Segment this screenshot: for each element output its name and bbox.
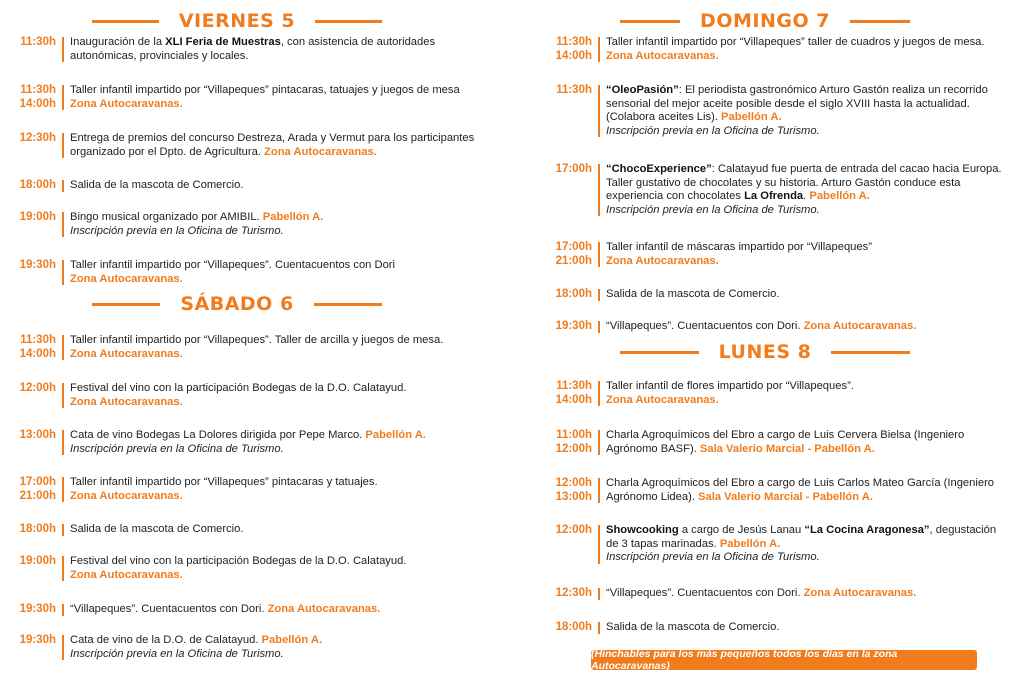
- event-time: 13:00h: [555, 491, 592, 503]
- registration-note: Inscripción previa en la Oficina de Turismo.: [606, 124, 820, 137]
- event-time: 12:00h: [555, 443, 592, 455]
- event-time: 19:00h: [19, 211, 56, 223]
- header-dash: [92, 303, 160, 306]
- event-description: [70, 259, 470, 286]
- event-description: [70, 634, 470, 661]
- description-line: [606, 288, 1006, 302]
- text-segment: Agrónomo Lidea).: [606, 490, 699, 503]
- event-divider: [598, 289, 600, 301]
- location-text: Zona Autocaravanas.: [70, 97, 183, 110]
- description-line: [606, 621, 1006, 635]
- registration-note: Inscripción previa en la Oficina de Turismo.: [70, 442, 284, 455]
- description-line: [70, 569, 470, 583]
- event-time: 14:00h: [555, 50, 592, 62]
- text-segment: Charla Agroquímicos del Ebro a cargo de Luis Cervera Bielsa (Ingeniero: [606, 429, 965, 441]
- location-text: Zona Autocaravanas.: [70, 489, 183, 502]
- description-line: [70, 523, 470, 537]
- event-times: [10, 132, 56, 146]
- event-time: 18:00h: [555, 621, 592, 633]
- event-time: 13:00h: [19, 429, 56, 441]
- event-times: [10, 84, 56, 112]
- event-times: [10, 211, 56, 225]
- event-description: [70, 555, 470, 582]
- location-text: Pabellón A.: [365, 429, 426, 441]
- event-divider: [62, 133, 64, 158]
- event-times: [546, 429, 592, 457]
- event-times: [10, 382, 56, 396]
- text-segment: (Colabora aceites Lis).: [606, 111, 722, 123]
- event-times: [546, 587, 592, 601]
- location-text: Zona Autocaravanas.: [264, 145, 377, 158]
- event-time: 14:00h: [19, 98, 56, 110]
- text-segment: autonómicas, provinciales y locales.: [70, 49, 249, 62]
- event-divider: [598, 622, 600, 634]
- description-line: [606, 524, 1006, 538]
- text-segment: Salida de la mascota de Comercio.: [606, 621, 780, 633]
- event-times: [10, 523, 56, 537]
- event-time: 12:00h: [555, 524, 592, 536]
- description-line: [70, 348, 470, 362]
- header-dash: [831, 351, 910, 354]
- event-time: 11:30h: [20, 84, 56, 96]
- description-line: [70, 443, 470, 457]
- description-line: [606, 84, 1006, 98]
- event-time: 12:00h: [555, 477, 592, 489]
- event-times: [546, 621, 592, 635]
- event-divider: [598, 321, 600, 333]
- description-line: [70, 490, 470, 504]
- text-segment: , degustación: [929, 524, 997, 536]
- event-time: 19:00h: [19, 555, 56, 567]
- description-line: [606, 394, 1006, 408]
- description-line: [606, 190, 1006, 204]
- text-segment: sensorial del mejor aceite posible desde el siglo XVIII hasta la actualidad.: [606, 97, 970, 110]
- text-segment: “Villapeques”. Cuentacuentos con Dori.: [606, 320, 804, 332]
- description-line: [606, 36, 1006, 50]
- highlight-text: “OleoPasión”: [606, 84, 679, 96]
- event-times: [10, 36, 56, 50]
- highlight-text: La Ofrenda: [744, 190, 804, 202]
- description-line: [70, 50, 470, 64]
- text-segment: Salida de la mascota de Comercio.: [70, 179, 244, 191]
- event-description: [70, 179, 470, 193]
- event-description: [70, 476, 470, 503]
- text-segment: Agrónomo BASF).: [606, 442, 700, 455]
- text-segment: Taller infantil de máscaras impartido por “Villapeques”: [606, 241, 872, 253]
- event-divider: [598, 525, 600, 564]
- text-segment: Bingo musical organizado por AMIBIL.: [70, 211, 263, 223]
- location-text: Pabellón A.: [809, 190, 870, 202]
- event-description: [70, 603, 470, 617]
- description-line: [606, 538, 1006, 552]
- event-divider: [62, 85, 64, 110]
- location-text: Zona Autocaravanas.: [606, 254, 719, 267]
- event-times: [10, 476, 56, 504]
- description-line: [606, 241, 1006, 255]
- event-description: [606, 241, 1006, 268]
- day-title-domingo: DOMINGO 7: [700, 10, 830, 32]
- event-time: 19:30h: [19, 259, 56, 271]
- location-text: Zona Autocaravanas.: [70, 568, 183, 581]
- event-times: [10, 429, 56, 443]
- event-divider: [598, 430, 600, 455]
- event-time: 11:30h: [556, 36, 592, 48]
- location-text: Sala Valerio Marcial - Pabellón A.: [699, 442, 875, 455]
- location-text: Pabellón A.: [262, 211, 324, 223]
- description-line: [70, 225, 470, 239]
- event-time: 12:30h: [555, 587, 592, 599]
- event-divider: [598, 381, 600, 406]
- location-text: Sala Valerio Marcial - Pabellón A.: [698, 490, 873, 503]
- text-segment: Taller infantil de flores impartido por “Villapeques”.: [606, 380, 854, 392]
- event-times: [10, 179, 56, 193]
- registration-note: Inscripción previa en la Oficina de Turismo.: [70, 647, 284, 660]
- event-description: [70, 132, 475, 159]
- event-description: [70, 382, 470, 409]
- text-segment: organizado por el Dpto. de Agricultura.: [70, 145, 265, 158]
- location-text: Pabellón A.: [721, 111, 782, 123]
- description-line: [606, 98, 1006, 112]
- text-segment: Taller infantil impartido por “Villapeques” pintacaras, tatuajes y juegos de mesa: [70, 84, 460, 96]
- description-line: [606, 380, 1006, 394]
- event-divider: [62, 635, 64, 660]
- text-segment: experiencia con chocolates: [606, 190, 745, 202]
- event-description: [606, 163, 1006, 217]
- event-times: [546, 380, 592, 408]
- text-segment: de 3 tapas marinadas.: [606, 537, 720, 550]
- highlight-text: Showcooking: [606, 524, 679, 536]
- event-divider: [62, 556, 64, 581]
- event-time: 19:30h: [19, 634, 56, 646]
- registration-note: Inscripción previa en la Oficina de Turismo.: [606, 203, 820, 216]
- event-divider: [598, 85, 600, 137]
- event-description: [606, 380, 1006, 407]
- description-line: [70, 211, 470, 225]
- event-time: 14:00h: [555, 394, 592, 406]
- description-line: [606, 429, 1006, 443]
- event-time: 21:00h: [555, 255, 592, 267]
- event-description: [606, 429, 1006, 456]
- text-segment: Cata de vino de la D.O. de Calatayud.: [70, 634, 262, 646]
- description-line: [606, 163, 1006, 177]
- event-time: 18:00h: [19, 179, 56, 191]
- event-times: [546, 288, 592, 302]
- description-line: [70, 648, 470, 662]
- day-header-viernes: [72, 10, 402, 32]
- location-text: Zona Autocaravanas.: [606, 49, 719, 62]
- description-line: [70, 555, 470, 569]
- event-description: [606, 84, 1006, 138]
- description-line: [70, 476, 470, 490]
- highlight-text: XLI Feria de Muestras: [165, 36, 281, 48]
- header-dash: [315, 20, 382, 23]
- description-line: [70, 98, 470, 112]
- location-text: Zona Autocaravanas.: [606, 393, 719, 406]
- header-dash: [92, 20, 159, 23]
- description-line: [606, 320, 1006, 334]
- event-divider: [598, 242, 600, 267]
- event-divider: [62, 212, 64, 237]
- description-line: [606, 491, 1006, 505]
- event-description: [70, 429, 470, 456]
- text-segment: Taller gustativo de chocolates y su historia. Arturo Gastón conduce esta: [606, 176, 961, 189]
- event-time: 17:00h: [555, 241, 592, 253]
- text-segment: “Villapeques”. Cuentacuentos con Dori.: [606, 587, 804, 599]
- description-line: [70, 273, 470, 287]
- text-segment: Festival del vino con la participación Bodegas de la D.O. Calatayud.: [70, 555, 407, 567]
- event-times: [546, 36, 592, 64]
- event-divider: [62, 524, 64, 536]
- event-times: [10, 603, 56, 617]
- day-header-sabado: [72, 293, 402, 315]
- event-times: [10, 634, 56, 648]
- text-segment: .: [803, 190, 810, 202]
- location-text: Zona Autocaravanas.: [803, 587, 917, 599]
- header-dash: [620, 351, 699, 354]
- event-time: 18:00h: [555, 288, 592, 300]
- event-time: 12:30h: [19, 132, 56, 144]
- location-text: Zona Autocaravanas.: [70, 347, 183, 360]
- header-dash: [620, 20, 680, 23]
- event-time: 11:30h: [20, 334, 56, 346]
- event-times: [546, 241, 592, 269]
- location-text: Zona Autocaravanas.: [803, 320, 917, 332]
- event-description: [70, 36, 470, 63]
- event-divider: [598, 588, 600, 600]
- event-description: [606, 320, 1006, 334]
- event-description: [70, 211, 470, 238]
- inflatables-note: (Hinchables para los más pequeños todos los días en la zona Autocaravanas): [591, 650, 977, 670]
- event-divider: [62, 335, 64, 360]
- event-time: 18:00h: [19, 523, 56, 535]
- header-dash: [314, 303, 382, 306]
- location-text: Zona Autocaravanas.: [70, 272, 183, 285]
- event-time: 11:30h: [556, 380, 592, 392]
- event-divider: [62, 604, 64, 616]
- event-description: [606, 288, 1006, 302]
- event-time: 21:00h: [19, 490, 56, 502]
- description-line: [70, 634, 470, 648]
- location-text: Pabellón A.: [261, 634, 323, 646]
- text-segment: Taller infantil impartido por “Villapeques”. Taller de arcilla y juegos de mesa.: [70, 334, 444, 346]
- header-dash: [850, 20, 910, 23]
- location-text: Pabellón A.: [719, 537, 781, 550]
- event-time: 19:30h: [555, 320, 592, 332]
- text-segment: Entrega de premios del concurso Destreza, Arada y Vermut para los participantes: [70, 132, 475, 144]
- day-header-domingo: [600, 10, 930, 32]
- description-line: [606, 125, 1006, 139]
- registration-note: Inscripción previa en la Oficina de Turismo.: [606, 551, 820, 563]
- text-segment: a cargo de Jesús Lanau: [678, 524, 805, 536]
- event-divider: [62, 383, 64, 408]
- description-line: [70, 334, 470, 348]
- event-time: 14:00h: [19, 348, 56, 360]
- description-line: [70, 429, 470, 443]
- description-line: [606, 50, 1006, 64]
- text-segment: Festival del vino con la participación Bodegas de la D.O. Calatayud.: [70, 382, 407, 394]
- event-divider: [62, 37, 64, 62]
- event-description: [606, 587, 1006, 601]
- event-times: [546, 477, 592, 505]
- event-time: 17:00h: [555, 163, 592, 175]
- text-segment: Taller infantil impartido por “Villapeques” taller de cuadros y juegos de mesa.: [606, 36, 985, 48]
- description-line: [606, 177, 1006, 191]
- event-times: [546, 524, 592, 538]
- description-line: [606, 587, 1006, 601]
- event-description: [606, 36, 1006, 63]
- event-divider: [598, 164, 600, 216]
- event-time: 17:00h: [19, 476, 56, 488]
- event-description: [606, 621, 1006, 635]
- highlight-text: “ChocoExperience”: [606, 163, 712, 175]
- text-segment: : El periodista gastronómico Arturo Gastón realiza un recorrido: [678, 84, 988, 96]
- highlight-text: “La Cocina Aragonesa”: [804, 524, 930, 536]
- day-title-sabado: SÁBADO 6: [180, 293, 294, 315]
- event-divider: [62, 477, 64, 502]
- text-segment: Salida de la mascota de Comercio.: [70, 523, 244, 535]
- event-time: 19:30h: [19, 603, 56, 615]
- day-title-viernes: VIERNES 5: [178, 10, 296, 32]
- description-line: [70, 146, 470, 160]
- description-line: [606, 255, 1006, 269]
- registration-note: Inscripción previa en la Oficina de Turismo.: [70, 224, 284, 237]
- description-line: [70, 259, 470, 273]
- description-line: [70, 36, 470, 50]
- description-line: [70, 382, 470, 396]
- text-segment: Charla Agroquímicos del Ebro a cargo de Luis Carlos Mateo García (Ingeniero: [606, 477, 995, 489]
- location-text: Zona Autocaravanas.: [267, 603, 381, 615]
- event-times: [546, 320, 592, 334]
- event-divider: [62, 180, 64, 192]
- event-description: [606, 524, 1006, 565]
- description-line: [70, 603, 470, 617]
- description-line: [606, 111, 1006, 125]
- event-times: [546, 84, 592, 98]
- text-segment: Cata de vino Bodegas La Dolores dirigida por Pepe Marco.: [70, 429, 366, 441]
- event-divider: [62, 260, 64, 285]
- event-time: 11:30h: [556, 84, 592, 96]
- day-header-lunes: [600, 341, 930, 363]
- event-times: [546, 163, 592, 177]
- location-text: Zona Autocaravanas.: [70, 395, 183, 408]
- event-time: 11:30h: [20, 36, 56, 48]
- description-line: [70, 84, 470, 98]
- description-line: [70, 396, 470, 410]
- event-description: [70, 523, 470, 537]
- event-time: 12:00h: [19, 382, 56, 394]
- text-segment: Taller infantil impartido por “Villapeques” pintacaras y tatuajes.: [70, 476, 378, 488]
- event-times: [10, 334, 56, 362]
- description-line: [606, 204, 1006, 218]
- event-description: [70, 84, 470, 111]
- event-times: [10, 259, 56, 273]
- description-line: [606, 443, 1006, 457]
- text-segment: : Calatayud fue puerta de entrada del cacao hacia Europa.: [711, 163, 1002, 175]
- description-line: [70, 132, 475, 146]
- text-segment: Inauguración de la: [70, 36, 166, 48]
- event-times: [10, 555, 56, 569]
- event-description: [606, 477, 1006, 504]
- event-description: [70, 334, 470, 361]
- text-segment: Salida de la mascota de Comercio.: [606, 288, 780, 300]
- event-divider: [62, 430, 64, 455]
- event-time: 11:00h: [556, 429, 592, 441]
- event-divider: [598, 37, 600, 62]
- text-segment: , con asistencia de autoridades: [280, 36, 436, 48]
- day-title-lunes: LUNES 8: [718, 341, 812, 363]
- description-line: [606, 551, 1006, 565]
- text-segment: “Villapeques”. Cuentacuentos con Dori.: [70, 603, 268, 615]
- event-divider: [598, 478, 600, 503]
- description-line: [606, 477, 1006, 491]
- text-segment: Taller infantil impartido por “Villapeques”. Cuentacuentos con Dori: [70, 259, 396, 271]
- description-line: [70, 179, 470, 193]
